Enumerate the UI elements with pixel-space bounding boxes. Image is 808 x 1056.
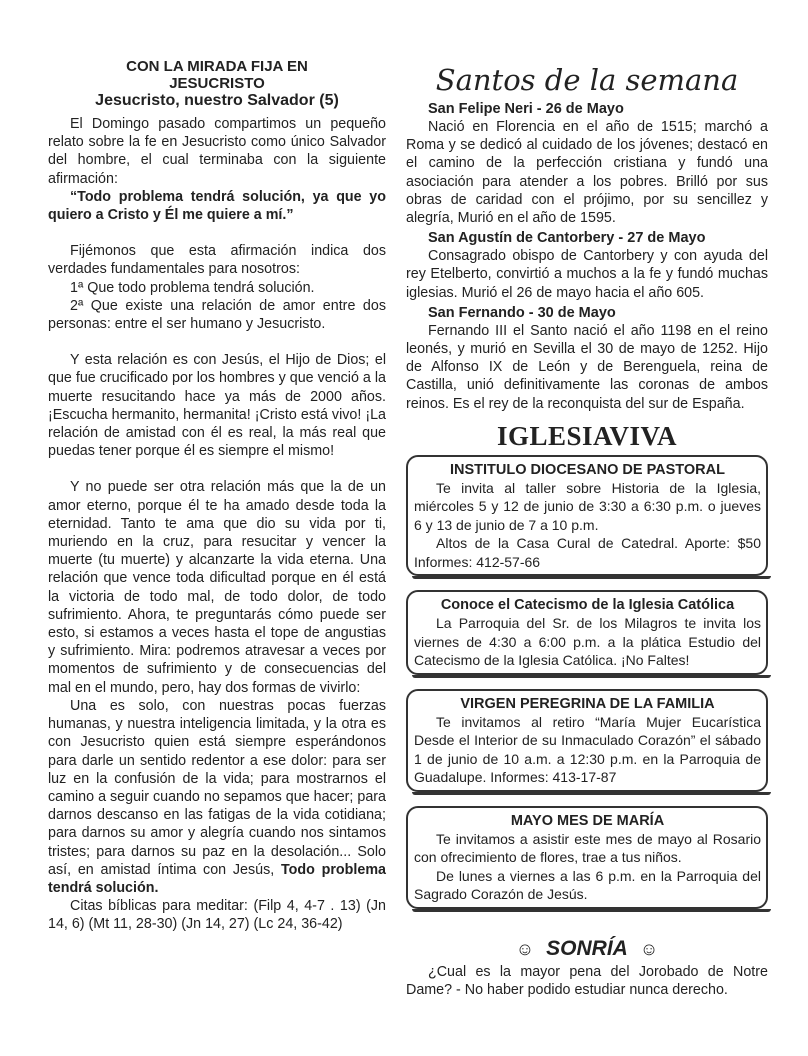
box-catecismo-title: Conoce el Catecismo de la Iglesia Católica: [440, 597, 735, 614]
smiley-icon: ☺: [639, 938, 659, 959]
formas-bold: Todo problema tendrá solución.: [48, 861, 386, 896]
paragraph-formas: [48, 697, 386, 897]
box-catecismo-text: La Parroquia del Sr. de los Milagros te invita los viernes de 4:30 a 6:00 p.m. a la plática Estudio del Catecismo de la Iglesia Católica. ¡No Faltes!: [414, 615, 761, 669]
sonria-title: SONRÍA: [546, 936, 628, 960]
box-virgen: [406, 689, 768, 792]
paragraph-citas: Citas bíblicas para meditar: (Filp 4, 4-7 . 13) (Jn 14, 6) (Mt 11, 28-30) (Jn 14, 27) (Lc 24, 36-42): [48, 898, 386, 933]
right-column: [406, 58, 768, 999]
saint-name-1: San Felipe Neri - 26 de Mayo: [428, 101, 624, 117]
left-column: [48, 58, 386, 934]
sonria-text: ¿Cual es la mayor pena del Jorobado de Notre Dame? - No haber podido estudiar nunca derecho.: [406, 963, 768, 999]
article-subtitle: Jesucristo, nuestro Salvador (5): [95, 92, 339, 109]
paragraph-relacion: Y esta relación es con Jesús, el Hijo de Dios; el que fue crucificado por los hombres y que venció a la muerte resucitando hace ya más de 2000 años. ¡Escucha hermanito, hermanita! ¡Cristo está vivo! ¡La relación de amistad con él es real, la más real que puedas tener porque él es siempre el mismo!: [48, 352, 386, 460]
sonria-heading: [406, 937, 768, 961]
saint-name-2: San Agustín de Cantorbery - 27 de Mayo: [428, 230, 706, 247]
box-virgen-title: VIRGEN PEREGRINA DE LA FAMILIA: [460, 695, 715, 712]
paragraph-primera: 1ª Que todo problema tendrá solución.: [70, 279, 315, 296]
box-catecismo: [406, 590, 768, 675]
box-mayo-text-2: De lunes a viernes a las 6 p.m. en la Parroquia del Sagrado Corazón de Jesús.: [414, 867, 761, 903]
box-virgen-text: Te invitamos al retiro “María Mujer Eucarística Desde el Interior de su Inmaculado Corazón” el sábado 1 de junio de 10 a.m. a 12:30 p.m. en la Parroquia de Guadalupe. Informes: 413-17-87: [414, 713, 761, 786]
brand-title: IGLESIAVIVA: [496, 420, 678, 451]
smiley-icon: ☺: [515, 938, 535, 959]
article-title-2: JESUCRISTO: [169, 75, 265, 92]
saint-text-2: Consagrado obispo de Cantorbery y con ayuda del rey Etelberto, convirtió a muchos a la fe y fundó muchas iglesias. Murió el 26 de mayo hacia el año 605.: [406, 248, 768, 301]
quote-paragraph: “Todo problema tendrá solución, ya que yo quiero a Cristo y Él me quiere a mí.”: [48, 188, 386, 224]
saint-text-3: Fernando III el Santo nació el año 1198 en el reino leonés, y murió en Sevilla el 30 de mayo de 1252. Hijo de Alfonso IX de León y de Berenguela, reina de Castilla, unió definitivamente las coronas de ambos reinos. Es el rey de la reconquista del sur de España.: [406, 322, 768, 412]
paragraph-segunda: 2ª Que existe una relación de amor entre dos personas: entre el ser humano y Jesucristo.: [48, 297, 386, 333]
box-instituto: [406, 455, 768, 577]
box-mayo-title: MAYO MES DE MARÍA: [510, 812, 665, 829]
article-title-1: CON LA MIRADA FIJA EN: [126, 58, 308, 75]
box-instituto-text-1: Te invita al taller sobre Historia de la Iglesia, miércoles 5 y 12 de junio de 3:30 a 6:30 p.m. o jueves 6 y 13 de junio de 7 a 10 p.m.: [414, 479, 761, 533]
santos-title: Santos de la semana: [435, 63, 739, 97]
intro-paragraph: El Domingo pasado compartimos un pequeño relato sobre la fe en Jesucristo como único Salvador del hombre, el cual terminaba con la siguiente afirmación:: [48, 116, 386, 187]
paragraph-fijemonos: Fijémonos que esta afirmación indica dos verdades fundamentales para nosotros:: [48, 243, 386, 278]
box-instituto-title: INSTITULO DIOCESANO DE PASTORAL: [450, 461, 725, 478]
box-instituto-text-2: Altos de la Casa Cural de Catedral. Aporte: $50 Informes: 412-57-66: [414, 535, 761, 570]
box-mayo: [406, 806, 768, 909]
formas-text: Una es solo, con nuestras pocas fuerzas humanas, y nuestra inteligencia limitada, y la otra es con Jesucristo quien está siempre esperándonos para darle un sentido redentor a ese dolor: para ser luz en la confusión de la vida; para mostrarnos el camino a seguir cuando no sepamos que hacer; para darnos descanso en las fatigas de la vida cotidiana; para darnos su amor y alegría cuando nos sintamos tristes; para darnos su paz en la desolación... Solo así, en amistad íntima con Jesús,: [48, 697, 386, 878]
saint-name-3: San Fernando - 30 de Mayo: [428, 304, 616, 321]
paragraph-amor: Y no puede ser otra relación más que la de un amor eterno, porque él te ha amado desde toda la eternidad. Tanto te ama que dio su vida por ti, muriendo en la cruz, para resucitar y vencer la muerte (tu muerte) y alcanzarte la vida eterna. Una relación que vence toda dificultad porque en él está la victoria de todo mal, de todo dolor, de todo sufrimiento. Ahora, te preguntarás cómo puede ser esto, si estamos a veces hasta el tope de angustias y sufrimiento. Mira: podremos atravesar a veces por momentos de sufrimiento y de consecuencias del mal en el mundo, pero, hay dos formas de vivirlo:: [48, 479, 386, 696]
box-mayo-text-1: Te invitamos a asistir este mes de mayo al Rosario con ofrecimiento de flores, trae a tus niños.: [414, 830, 761, 866]
saint-text-1: Nació en Florencia en el año de 1515; marchó a Roma y se dedicó al cuidado de los jóvenes; destacó en el camino de la perfección cristiana y fundó una asociación para atender a los pobres. Brilló por sus obras de caridad con el prójimo, por su sencillez y alegría, Murió en el año de 1595.: [406, 119, 768, 227]
